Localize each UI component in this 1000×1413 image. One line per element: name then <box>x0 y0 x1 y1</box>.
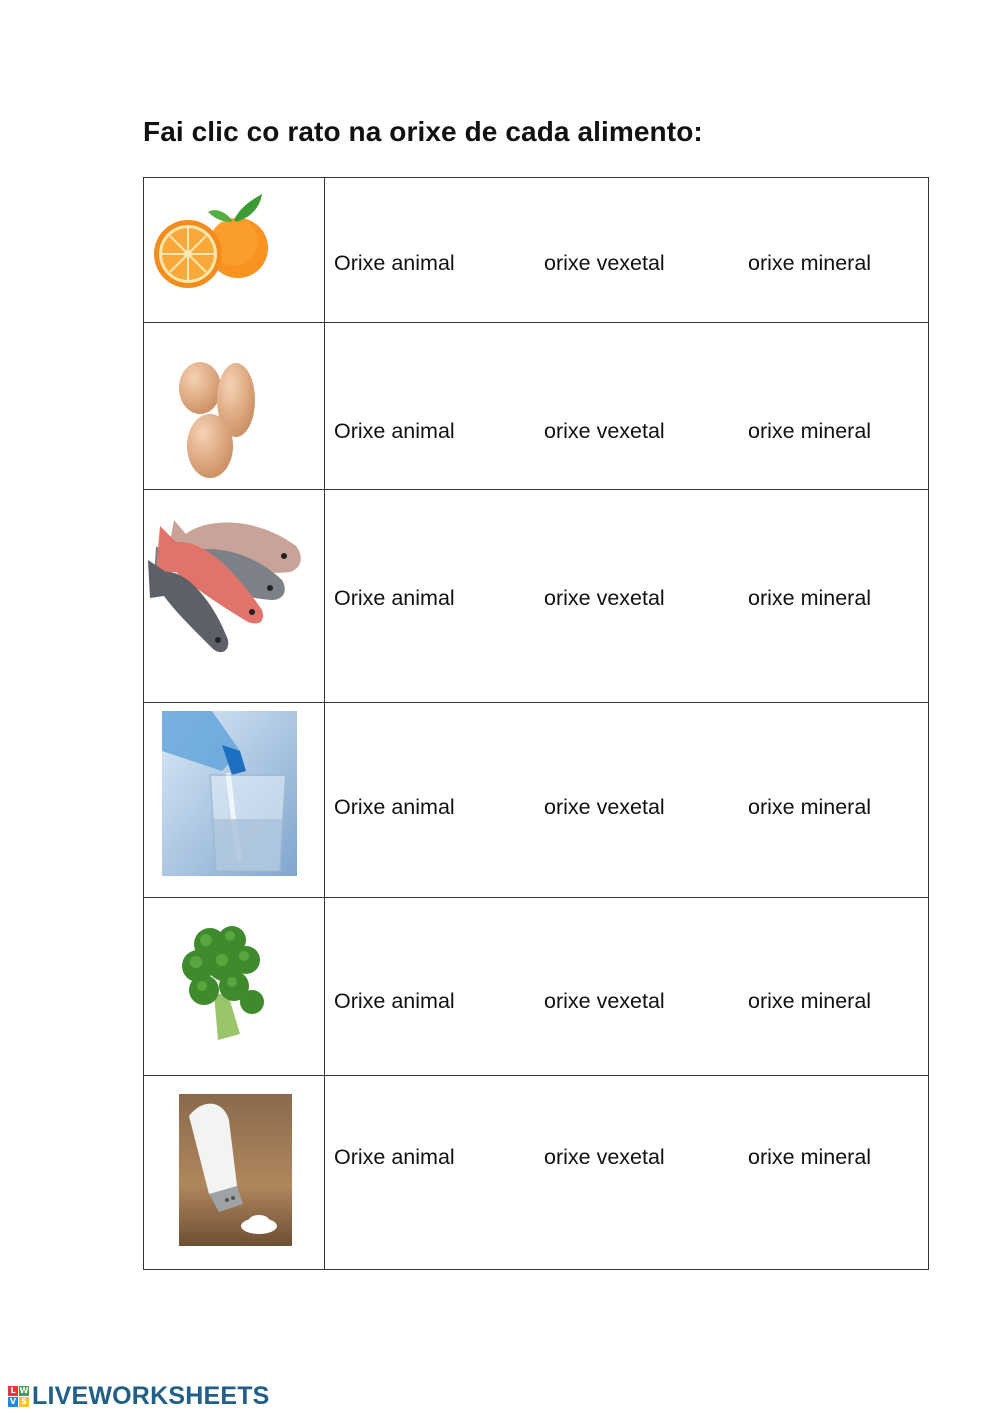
table-row <box>144 323 929 490</box>
option-vegetable[interactable]: orixe vexetal <box>544 251 665 275</box>
option-animal[interactable]: Orixe animal <box>334 419 455 443</box>
option-vegetable[interactable]: orixe vexetal <box>544 795 665 819</box>
option-animal[interactable]: Orixe animal <box>334 989 455 1013</box>
logo-wordmark: LIVEWORKSHEETS <box>32 1382 270 1410</box>
logo-mark-icon <box>8 1386 29 1407</box>
salt-shaker-image <box>179 1094 292 1246</box>
water-glass-image <box>162 711 297 876</box>
option-mineral[interactable]: orixe mineral <box>748 251 872 275</box>
option-vegetable[interactable]: orixe vexetal <box>544 989 665 1013</box>
logo-mark-letter: L <box>8 1386 18 1396</box>
table-row <box>144 490 929 703</box>
food-origin-table <box>143 177 929 1270</box>
fish-image <box>146 506 308 662</box>
option-mineral[interactable]: orixe mineral <box>748 1145 872 1169</box>
option-mineral[interactable]: orixe mineral <box>748 989 872 1013</box>
orange-image <box>150 186 270 294</box>
options-cell <box>325 898 929 1076</box>
eggs-image <box>176 358 258 480</box>
food-image-cell <box>144 898 325 1076</box>
logo-mark-letter: W <box>19 1386 29 1395</box>
broccoli-image <box>174 924 270 1044</box>
food-image-cell <box>144 703 325 898</box>
option-animal[interactable]: Orixe animal <box>334 251 455 275</box>
logo-mark-letter: S <box>19 1397 29 1407</box>
options-cell <box>325 178 929 323</box>
food-image-cell <box>144 1076 325 1270</box>
table-row <box>144 178 929 323</box>
option-mineral[interactable]: orixe mineral <box>748 419 872 443</box>
option-vegetable[interactable]: orixe vexetal <box>544 419 665 443</box>
table-row <box>144 1076 929 1270</box>
option-vegetable[interactable]: orixe vexetal <box>544 586 665 610</box>
logo-mark-letter: V <box>9 1397 17 1406</box>
food-image-cell <box>144 490 325 703</box>
options-cell <box>325 490 929 703</box>
liveworksheets-logo <box>8 1382 270 1411</box>
food-image-cell <box>144 178 325 323</box>
table-row <box>144 703 929 898</box>
options-cell <box>325 1076 929 1270</box>
option-mineral[interactable]: orixe mineral <box>748 795 872 819</box>
option-animal[interactable]: Orixe animal <box>334 586 455 610</box>
option-animal[interactable]: Orixe animal <box>334 1145 455 1169</box>
options-cell <box>325 323 929 490</box>
option-animal[interactable]: Orixe animal <box>334 795 455 819</box>
page-title: Fai clic co rato na orixe de cada alimento: <box>143 116 703 147</box>
options-cell <box>325 703 929 898</box>
option-mineral[interactable]: orixe mineral <box>748 586 872 610</box>
table-row <box>144 898 929 1076</box>
option-vegetable[interactable]: orixe vexetal <box>544 1145 665 1169</box>
food-image-cell <box>144 323 325 490</box>
